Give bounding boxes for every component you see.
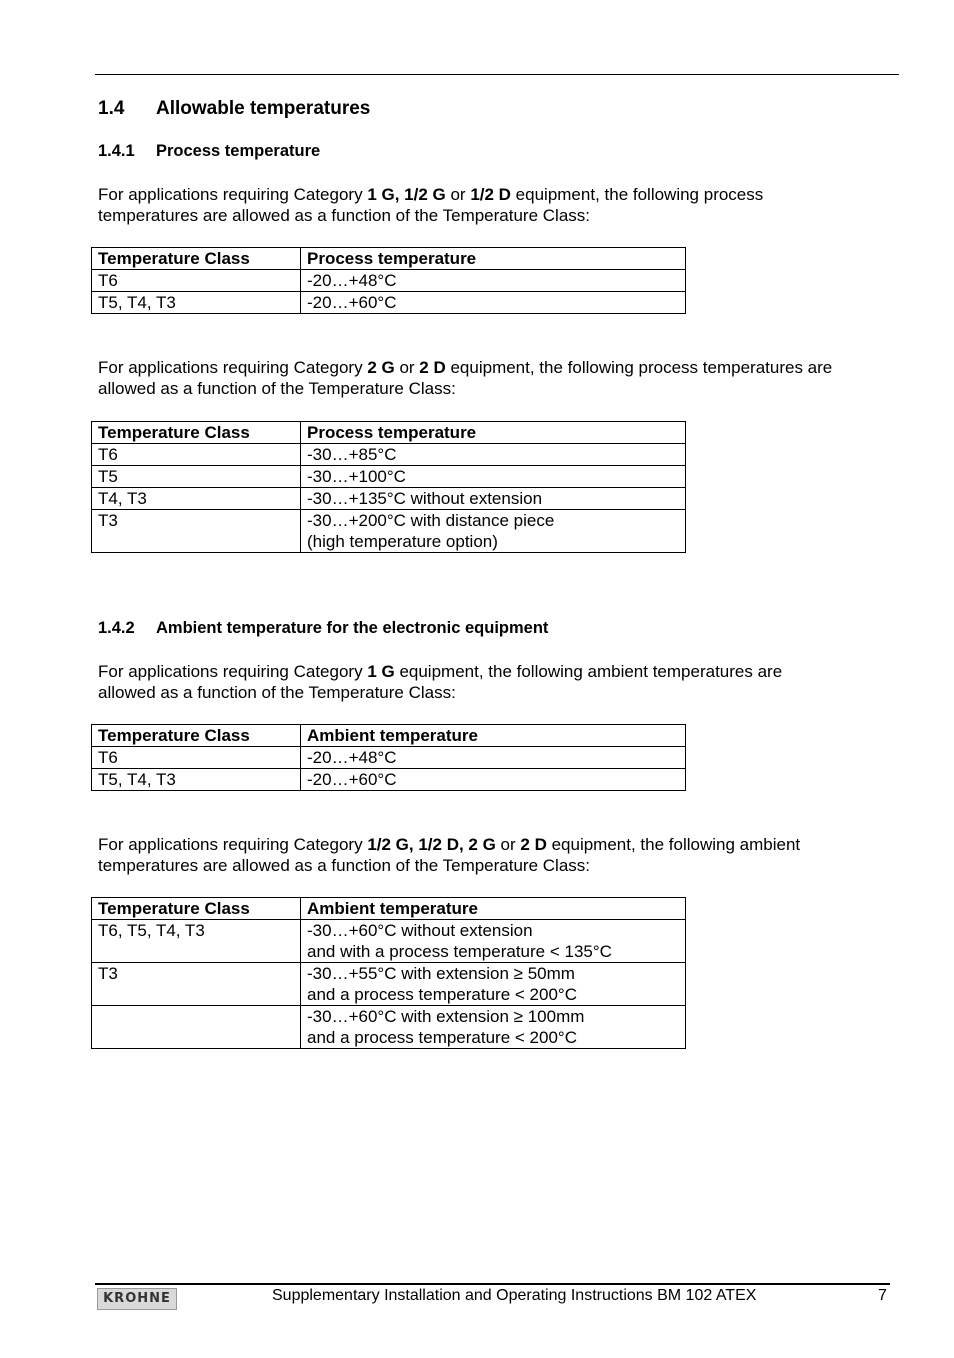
- section-number: 1.4: [98, 98, 125, 119]
- header-cell: Temperature Class: [92, 725, 301, 747]
- temp-cell: [301, 963, 686, 1006]
- temp-cell: -20…+60°C: [301, 292, 686, 314]
- subsection-heading-ambient: [98, 619, 548, 638]
- class-cell: T6: [92, 444, 301, 466]
- temp-cell: [301, 510, 686, 553]
- table-row: [92, 488, 686, 510]
- section-title: Allowable temperatures: [156, 98, 371, 119]
- footer-rule: [95, 1283, 890, 1285]
- temp-cell: [301, 1006, 686, 1049]
- temp-cell: -30…+135°C without extension: [301, 488, 686, 510]
- ambient-temp-table-cat2: [91, 897, 686, 1049]
- table-row: [92, 747, 686, 769]
- temp-line: (high temperature option): [307, 532, 498, 551]
- class-cell: T4, T3: [92, 488, 301, 510]
- class-cell: T5, T4, T3: [92, 769, 301, 791]
- subsection-number: 1.4.1: [98, 142, 135, 160]
- subsection-heading-process: [98, 142, 320, 161]
- category-bold: 1 G: [367, 662, 395, 681]
- text-line: allowed as a function of the Temperature Class:: [98, 683, 456, 702]
- text-run: or: [445, 185, 471, 204]
- text-run: or: [394, 358, 420, 377]
- process-temp-table-cat1: [91, 247, 686, 314]
- category-bold: 2 D: [419, 358, 446, 377]
- paragraph-process-cat1: [98, 184, 898, 226]
- process-temp-table-cat2: [91, 421, 686, 553]
- text-run: For applications requiring Category: [98, 358, 368, 377]
- page-number: 7: [878, 1287, 887, 1304]
- header-cell: Ambient temperature: [301, 898, 686, 920]
- table-header-row: [92, 898, 686, 920]
- table-row: [92, 270, 686, 292]
- class-cell: T3: [92, 963, 301, 1006]
- subsection-title: Ambient temperature for the electronic equipment: [156, 619, 549, 637]
- table-row: [92, 963, 686, 1006]
- header-cell: Temperature Class: [92, 422, 301, 444]
- class-cell: T5: [92, 466, 301, 488]
- temp-line: and a process temperature < 200°C: [307, 1028, 577, 1047]
- paragraph-process-cat2: [98, 357, 898, 399]
- table-row: [92, 292, 686, 314]
- class-cell: T6: [92, 270, 301, 292]
- temp-line: -30…+60°C with extension ≥ 100mm: [307, 1007, 585, 1026]
- header-cell: Ambient temperature: [301, 725, 686, 747]
- header-cell: Process temperature: [301, 422, 686, 444]
- paragraph-ambient-cat1: [98, 661, 898, 703]
- header-rule: [95, 74, 899, 75]
- temp-line: -30…+60°C without extension: [307, 921, 533, 940]
- table-header-row: [92, 248, 686, 270]
- text-line: temperatures are allowed as a function of the Temperature Class:: [98, 206, 591, 225]
- class-cell: T5, T4, T3: [92, 292, 301, 314]
- header-cell: Process temperature: [301, 248, 686, 270]
- table-header-row: [92, 725, 686, 747]
- subsection-title: Process temperature: [156, 142, 321, 160]
- paragraph-ambient-cat2: [98, 834, 898, 876]
- temp-cell: -30…+85°C: [301, 444, 686, 466]
- table-row: [92, 920, 686, 963]
- class-cell: T3: [92, 510, 301, 553]
- table-row: [92, 510, 686, 553]
- header-cell: Temperature Class: [92, 248, 301, 270]
- temp-cell: -20…+48°C: [301, 747, 686, 769]
- temp-line: -30…+200°C with distance piece: [307, 511, 555, 530]
- table-row: [92, 466, 686, 488]
- text-run: equipment, the following ambient: [546, 835, 801, 854]
- temp-cell: -30…+100°C: [301, 466, 686, 488]
- category-bold: 2 G: [367, 358, 395, 377]
- class-cell: T6: [92, 747, 301, 769]
- text-line: allowed as a function of the Temperature Class:: [98, 379, 456, 398]
- header-cell: Temperature Class: [92, 898, 301, 920]
- subsection-number: 1.4.2: [98, 619, 135, 637]
- category-bold: 2 D: [520, 835, 547, 854]
- temp-cell: -20…+48°C: [301, 270, 686, 292]
- ambient-temp-table-cat1: [91, 724, 686, 791]
- text-run: equipment, the following process temperatures are: [445, 358, 833, 377]
- text-run: For applications requiring Category: [98, 185, 368, 204]
- temp-line: and with a process temperature < 135°C: [307, 942, 612, 961]
- table-row: [92, 1006, 686, 1049]
- table-row: [92, 444, 686, 466]
- text-run: equipment, the following process: [510, 185, 764, 204]
- class-cell: [92, 1006, 301, 1049]
- section-heading: [98, 98, 370, 120]
- category-bold: 1/2 D: [470, 185, 511, 204]
- temp-line: -30…+55°C with extension ≥ 50mm: [307, 964, 575, 983]
- text-line: temperatures are allowed as a function of the Temperature Class:: [98, 856, 591, 875]
- text-run: equipment, the following ambient temperatures are: [394, 662, 783, 681]
- temp-cell: [301, 920, 686, 963]
- krohne-logo: KROHNE: [97, 1288, 177, 1310]
- text-run: For applications requiring Category: [98, 835, 368, 854]
- class-cell: T6, T5, T4, T3: [92, 920, 301, 963]
- category-bold: 1 G, 1/2 G: [367, 185, 446, 204]
- footer-title: Supplementary Installation and Operating Instructions BM 102 ATEX: [272, 1287, 757, 1304]
- temp-cell: -20…+60°C: [301, 769, 686, 791]
- temp-line: and a process temperature < 200°C: [307, 985, 577, 1004]
- text-run: or: [495, 835, 521, 854]
- table-header-row: [92, 422, 686, 444]
- category-bold: 1/2 G, 1/2 D, 2 G: [367, 835, 496, 854]
- text-run: For applications requiring Category: [98, 662, 368, 681]
- table-row: [92, 769, 686, 791]
